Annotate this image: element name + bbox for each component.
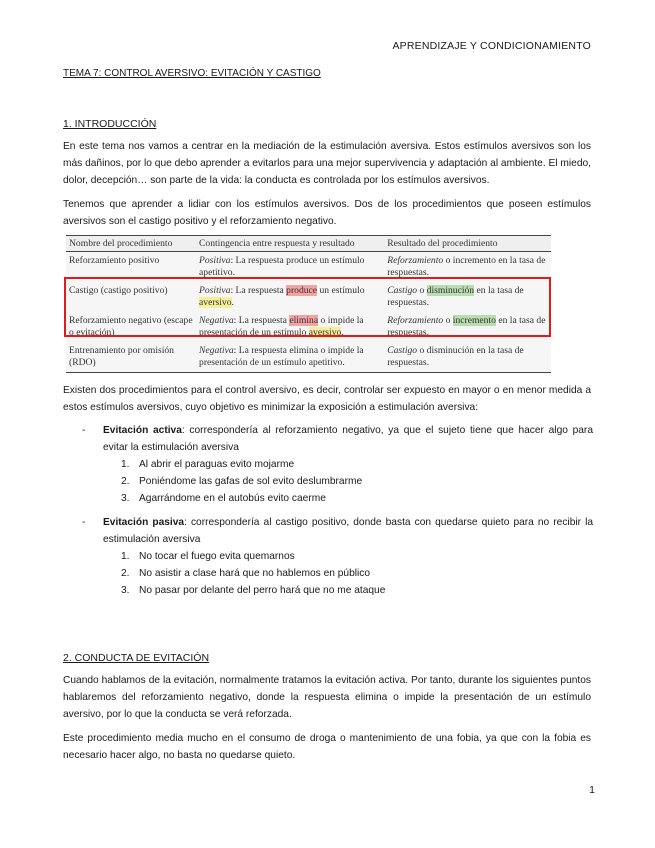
result-cell: Castigo o disminución en la tasa de respuestas. xyxy=(384,282,551,312)
table-header-cell: Contingencia entre respuesta y resultado xyxy=(196,236,384,252)
section-heading-evitacion: 2. CONDUCTA DE EVITACIÓN xyxy=(63,652,210,664)
list-item: 3. Agarrándome en el autobús evito caerme xyxy=(121,493,326,504)
active-avoidance-block xyxy=(63,422,593,507)
highlight-box xyxy=(64,277,551,337)
list-item: 1. No tocar el fuego evita quemarnos xyxy=(121,551,295,562)
active-examples-list xyxy=(63,456,593,507)
highlight-red: produce xyxy=(286,285,318,296)
highlight-green: disminución xyxy=(426,285,475,296)
contingency-cell: Negativa: La respuesta elimina o impide la presentación de un estímulo apetitivo. xyxy=(196,342,384,373)
table-row xyxy=(66,342,551,373)
highlight-green: incremento xyxy=(452,315,496,326)
list-item: 2. No asistir a clase hará que no hablemos en público xyxy=(121,568,371,579)
table-header-cell: Nombre del procedimiento xyxy=(66,236,196,252)
passive-avoidance-text: Evitación pasiva: correspondería al castigo positivo, donde basta con quedarse quieto para no recibir la estimulación aversiva xyxy=(103,517,593,545)
highlight-yellow: aversivo xyxy=(308,327,342,338)
passive-avoidance-block xyxy=(63,514,593,599)
running-header: APRENDIZAJE Y CONDICIONAMIENTO xyxy=(392,40,591,52)
table-header-row xyxy=(66,236,551,252)
active-avoidance-text: Evitación activa: correspondería al reforzamiento negativo, ya que el sujeto tiene que hacer algo para evitar la estimulación aversiva xyxy=(103,425,593,453)
contingency-cell: Positiva: La respuesta produce un estímulo aversivo. xyxy=(196,282,384,312)
intro-paragraph-2: Tenemos que aprender a lidiar con los estímulos aversivos. Dos de los procedimientos que poseen estímulos aversivos son el castigo positivo y el reforzamiento negativo. xyxy=(63,199,591,227)
intro-paragraph-1: En este tema nos vamos a centrar en la mediación de la estimulación aversiva. Estos estímulos aversivos son los más dañinos, por lo que debo aprender a evitarlos para una mejor supervivencia y adaptación al ambiente. El miedo, dolor, decepción… son parte de la vida: la conducta es controlada por los estímulos aversivos. xyxy=(63,141,591,186)
contingency-cell: Negativa: La respuesta elimina o impide la presentación de un estímulo aversivo. xyxy=(196,312,384,342)
procedure-name: Reforzamiento negativo (escape o evitación) xyxy=(66,312,196,342)
bullet-dash: - xyxy=(82,517,86,528)
result-cell: Reforzamiento o incremento en la tasa de respuestas. xyxy=(384,312,551,342)
contingency-cell: Positiva: La respuesta produce un estímulo apetitivo. xyxy=(196,252,384,283)
section-heading-introduccion: 1. INTRODUCCIÓN xyxy=(63,118,157,130)
highlight-red: elimina xyxy=(289,315,319,326)
list-item: 2. Poniéndome las gafas de sol evito deslumbrarme xyxy=(121,476,363,487)
result-cell: Reforzamiento o incremento en la tasa de respuestas. xyxy=(384,252,551,283)
list-item: 3. No pasar por delante del perro hará que no me ataque xyxy=(121,585,386,596)
passive-examples-list xyxy=(63,548,593,599)
chapter-title: TEMA 7: CONTROL AVERSIVO: EVITACIÓN Y CASTIGO xyxy=(63,68,321,79)
bullet-dash: - xyxy=(82,425,86,436)
highlight-yellow: aversivo xyxy=(199,297,232,308)
evitation-paragraph-1: Cuando hablamos de la evitación, normalmente tratamos la evitación activa. Por tanto, durante los siguientes puntos hablaremos del reforzamiento negativo, donde la respuesta elimina o impide la presentación de un estímulo aversivo, por lo que la conducta se verá reforzada. xyxy=(63,675,591,720)
table-header-cell: Resultado del procedimiento xyxy=(384,236,551,252)
page-number: 1 xyxy=(589,784,595,796)
procedure-name: Entrenamiento por omisión (RDO) xyxy=(66,342,196,373)
result-cell: Castigo o disminución en la tasa de respuestas. xyxy=(384,342,551,373)
procedure-name: Castigo (castigo positivo) xyxy=(66,282,196,312)
procedure-name: Reforzamiento positivo xyxy=(66,252,196,283)
list-item: 1. Al abrir el paraguas evito mojarme xyxy=(121,459,295,470)
control-paragraph: Existen dos procedimientos para el control aversivo, es decir, controlar ser expuesto en mayor o en menor medida a estos estímulos aversivos, cuyo objetivo es minimizar la exposición a estimulación aversiva: xyxy=(63,385,591,413)
evitation-paragraph-2: Este procedimiento media mucho en el consumo de droga o mantenimiento de una fobia, ya que con la fobia es necesario hacer algo, no basta no quedarse quieto. xyxy=(63,733,591,761)
